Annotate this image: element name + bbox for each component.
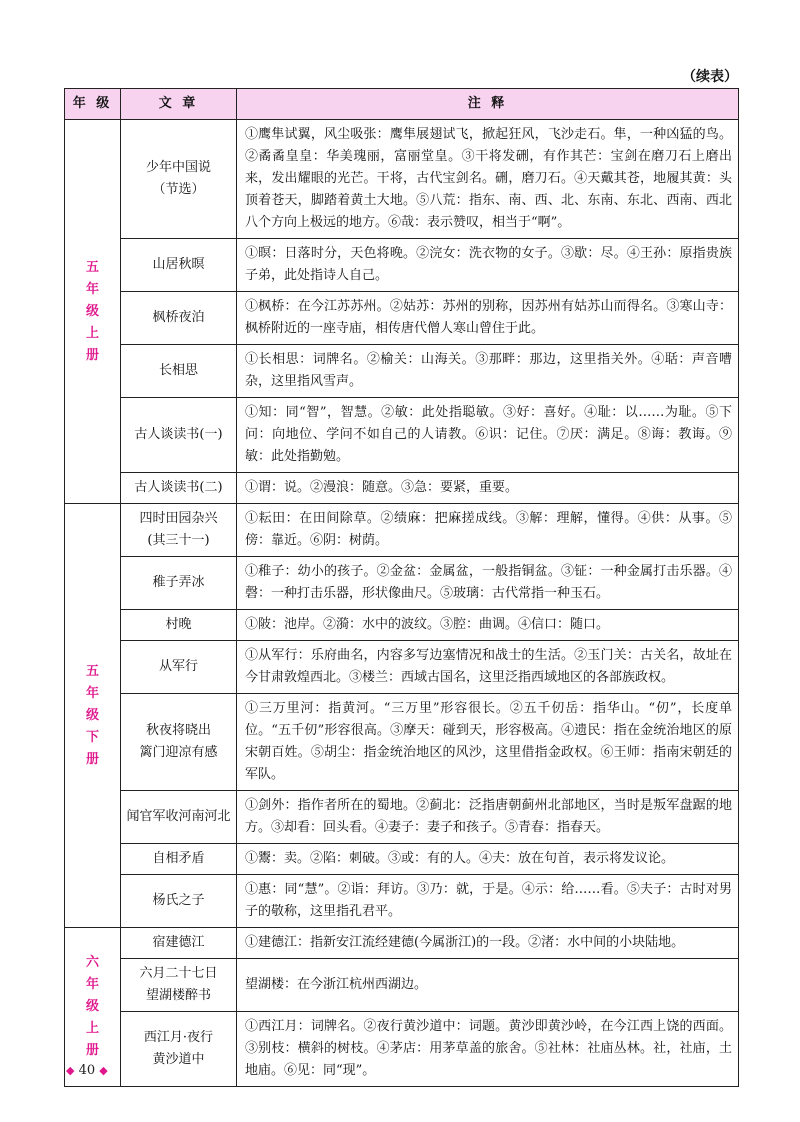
table-row	[65, 504, 739, 557]
annotation-text: ①耘田：在田间除草。②绩麻：把麻搓成线。③解：理解，懂得。④供：从事。⑤傍：靠近。⑥阴：树荫。	[237, 504, 739, 557]
grade-cell-5a: 五 年 级 上 册	[65, 120, 121, 504]
article-title: 从军行	[121, 641, 237, 694]
header-grade: 年 级	[65, 89, 121, 120]
diamond-icon: ◆	[66, 1064, 75, 1077]
annotation-text: ①惠：同“慧”。②诣：拜访。③乃：就，于是。④示：给……看。⑤夫子：古时对男子的敬称，这里指孔君平。	[237, 875, 739, 928]
table-row	[65, 791, 739, 844]
table-row	[65, 641, 739, 694]
annotation-text: ①枫桥：在今江苏苏州。②姑苏：苏州的别称，因苏州有姑苏山而得名。③寒山寺：枫桥附近的一座寺庙，相传唐代僧人寒山曾住于此。	[237, 292, 739, 345]
table-row	[65, 694, 739, 791]
annotation-text: 望湖楼：在今浙江杭州西湖边。	[237, 959, 739, 1012]
annotation-table	[64, 88, 739, 1087]
table-row	[65, 959, 739, 1012]
table-row	[65, 473, 739, 504]
article-title: 六月二十七日 望湖楼醉书	[121, 959, 237, 1012]
table-row	[65, 292, 739, 345]
annotation-text: ①西江月：词牌名。②夜行黄沙道中：词题。黄沙即黄沙岭，在今江西上饶的西面。③别枝：横斜的树枝。④茅店：用茅草盖的旅舍。⑤社林：社庙丛林。社，社庙，土地庙。⑥见：同“现”。	[237, 1012, 739, 1087]
article-title: 自相矛盾	[121, 844, 237, 875]
grade-cell-6a: 六 年 级 上 册	[65, 928, 121, 1087]
table-row	[65, 345, 739, 398]
annotation-text: ①陂：池岸。②漪：水中的波纹。③腔：曲调。④信口：随口。	[237, 610, 739, 641]
annotation-text: ①鬻：卖。②陷：刺破。③或：有的人。④夫：放在句首，表示将发议论。	[237, 844, 739, 875]
annotation-text: ①知：同“智”，智慧。②敏：此处指聪敏。③好：喜好。④耻：以……为耻。⑤下问：向地位、学问不如自己的人请教。⑥识：记住。⑦厌：满足。⑧诲：教诲。⑨敏：此处指勤勉。	[237, 398, 739, 473]
article-title: 长相思	[121, 345, 237, 398]
table-header-row	[65, 89, 739, 120]
annotation-text: ①长相思：词牌名。②榆关：山海关。③那畔：那边，这里指关外。④聒：声音嘈杂，这里指风雪声。	[237, 345, 739, 398]
article-title: 稚子弄冰	[121, 557, 237, 610]
annotation-text: ①鹰隼试翼，风尘吸张：鹰隼展翅试飞，掀起狂风，飞沙走石。隼，一种凶猛的鸟。②矞矞皇皇：华美瑰丽，富丽堂皇。③干将发硎，有作其芒：宝剑在磨刀石上磨出来，发出耀眼的光芒。干将，古代宝剑名。硎，磨刀石。④天戴其苍，地履其黄：头顶着苍天，脚踏着黄土大地。⑤八荒：指东、南、西、北、东南、东北、西南、西北八个方向上极远的地方。⑥哉：表示赞叹，相当于“啊”。	[237, 120, 739, 239]
article-title: 少年中国说 （节选）	[121, 120, 237, 239]
article-title: 闻官军收河南河北	[121, 791, 237, 844]
article-title: 杨氏之子	[121, 875, 237, 928]
table-row	[65, 928, 739, 959]
grade-cell-5b: 五 年 级 下 册	[65, 504, 121, 928]
article-title: 四时田园杂兴 (其三十一)	[121, 504, 237, 557]
article-title: 村晚	[121, 610, 237, 641]
page-footer	[66, 1063, 108, 1078]
table-row	[65, 1012, 739, 1087]
table-row	[65, 875, 739, 928]
annotation-text: ①从军行：乐府曲名，内容多写边塞情况和战士的生活。②玉门关：古关名，故址在今甘肃敦煌西北。③楼兰：西域古国名，这里泛指西域地区的各部族政权。	[237, 641, 739, 694]
annotation-text: ①三万里河：指黄河。“三万里”形容很长。②五千仞岳：指华山。“仞”，长度单位。“五千仞”形容很高。③摩天：碰到天，形容极高。④遗民：指在金统治地区的原宋朝百姓。⑤胡尘：指金统治地区的风沙，这里借指金政权。⑥王师：指南宋朝廷的军队。	[237, 694, 739, 791]
article-title: 西江月·夜行 黄沙道中	[121, 1012, 237, 1087]
table-row	[65, 844, 739, 875]
continued-label: （续表）	[682, 69, 738, 85]
annotation-text: ①暝：日落时分，天色将晚。②浣女：洗衣物的女子。③歇：尽。④王孙：原指贵族子弟，此处指诗人自己。	[237, 239, 739, 292]
annotation-text: ①建德江：指新安江流经建德(今属浙江)的一段。②渚：水中间的小块陆地。	[237, 928, 739, 959]
annotation-text: ①谓：说。②漫浪：随意。③急：要紧，重要。	[237, 473, 739, 504]
article-title: 宿建德江	[121, 928, 237, 959]
table-row	[65, 610, 739, 641]
page-number: 40	[78, 1063, 96, 1078]
table-row	[65, 398, 739, 473]
diamond-icon: ◆	[99, 1064, 108, 1077]
annotation-text: ①稚子：幼小的孩子。②金盆：金属盆，一般指铜盆。③钲：一种金属打击乐器。④磬：一种打击乐器，形状像曲尺。⑤玻璃：古代常指一种玉石。	[237, 557, 739, 610]
header-article: 文 章	[121, 89, 237, 120]
table-row	[65, 557, 739, 610]
article-title: 枫桥夜泊	[121, 292, 237, 345]
article-title: 古人谈读书(一)	[121, 398, 237, 473]
annotation-text: ①剑外：指作者所在的蜀地。②蓟北：泛指唐朝蓟州北部地区，当时是叛军盘踞的地方。③却看：回头看。④妻子：妻子和孩子。⑤青春：指春天。	[237, 791, 739, 844]
article-title: 秋夜将晓出 篱门迎凉有感	[121, 694, 237, 791]
article-title: 山居秋暝	[121, 239, 237, 292]
table-row	[65, 120, 739, 239]
header-note: 注 释	[237, 89, 739, 120]
article-title: 古人谈读书(二)	[121, 473, 237, 504]
table-row	[65, 239, 739, 292]
